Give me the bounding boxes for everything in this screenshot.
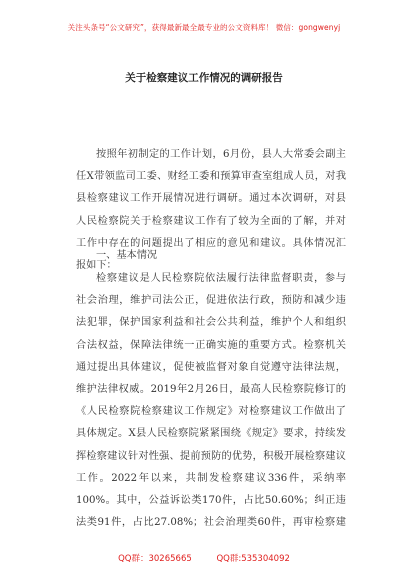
footer-qq-group-1: QQ群：30265665: [118, 554, 192, 564]
header-banner: 关注头条号“公文研究”，获得最新最全最专业的公文资料库！ 微信：gongwenyj: [67, 23, 341, 32]
text-line: 合法权益，保障法律统一正确实施的重要方式。检察机关: [76, 339, 346, 351]
text-line: 法类91件，占比27.08%；社会治理类60件，再审检察建: [76, 517, 346, 529]
text-line: 工作。2022年以来，共制发检察建议336件，采纳率: [76, 472, 346, 484]
text-line: 通过提出具体建议，促使被监督对象自觉遵守法律法规，: [76, 361, 346, 373]
text-line: 人民检察院关于检察建议工作有了较为全面的了解，并对: [76, 215, 346, 227]
footer: [0, 552, 408, 564]
text-line: 社会治理，维护司法公正，促进依法行政，预防和减少违: [76, 295, 346, 307]
text-line: 法犯罪，保护国家利益和社会公共利益，维护个人和组织: [76, 317, 346, 329]
text-line: 按照年初制定的工作计划，6月份，县人大常委会副主: [96, 149, 346, 160]
text-line: 工作中存在的问题提出了相应的意见和建议。具体情况汇: [76, 237, 346, 249]
text-line: 检察建议是人民检察院依法履行法律监督职责，参与: [96, 273, 346, 284]
text-line: 县检察建议工作开展情况进行调研。通过本次调研，对县: [76, 193, 346, 205]
footer-qq-group-2: QQ群:535304092: [216, 554, 290, 564]
text-line: 100%。其中，公益诉讼类170件，占比50.60%；纠正违: [76, 495, 346, 507]
text-line: 《人民检察院检察建议工作规定》对检察建议工作做出了: [76, 406, 346, 418]
text-line: 维护法律权威。2019年2月26日，最高人民检察院修订的: [76, 384, 346, 396]
text-line: 报如下：: [76, 260, 117, 272]
text-line: 挥检察建议针对性强、提前预防的优势，积极开展检察建议: [76, 450, 346, 462]
text-line: 具体规定。X县人民检察院紧紧围绕《规定》要求，持续发: [76, 428, 346, 440]
section-heading: 一、基本情况: [96, 250, 158, 261]
paragraph-basic-situation: [76, 268, 346, 534]
document-title: 关于检察建议工作情况的调研报告: [125, 72, 283, 84]
text-line: 任X带领监司工委、财经工委和预算审查室组成人员，对我: [76, 171, 346, 183]
